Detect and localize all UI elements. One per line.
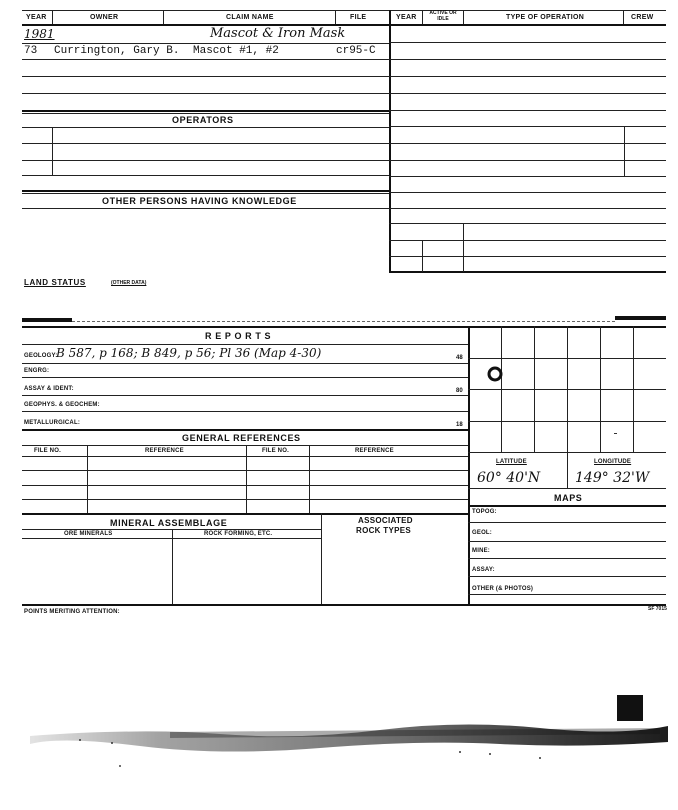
geology-value: B 587, p 168; B 849, p 56; Pl 36 (Map 4-30) <box>56 346 322 360</box>
header-year-2: YEAR <box>396 14 417 21</box>
assay-label: ASSAY & IDENT: <box>24 386 74 392</box>
scan-smudge-icon <box>20 718 670 778</box>
header-year: YEAR <box>26 14 47 21</box>
land-status-sub: (OTHER DATA) <box>111 280 147 286</box>
geophys-label: GEOPHYS. & GEOCHEM: <box>24 402 100 408</box>
maps-assay: ASSAY: <box>472 567 495 573</box>
engrg-label: ENGRG: <box>24 368 50 374</box>
other-persons-title: OTHER PERSONS HAVING KNOWLEDGE <box>102 196 297 206</box>
maps-topog: TOPOG: <box>472 509 497 515</box>
metallurgical-label: METALLURGICAL: <box>24 420 81 426</box>
points-meriting-attention-label: POINTS MERITING ATTENTION: <box>24 609 120 615</box>
margin-48: 48 <box>456 355 463 361</box>
header-owner: OWNER <box>90 14 119 21</box>
longitude-label: LONGITUDE <box>594 459 632 465</box>
ref-reference-2: REFERENCE <box>355 448 394 454</box>
general-references-title: GENERAL REFERENCES <box>182 433 301 443</box>
reports-title: R E P O R T S <box>205 331 272 341</box>
rock-forming-label: ROCK FORMING, ETC. <box>204 531 273 537</box>
header-crew: CREW <box>631 14 654 21</box>
associated-label-2: ROCK TYPES <box>356 526 412 535</box>
margin-80: 80 <box>456 388 463 394</box>
header-type-of-operation: TYPE OF OPERATION <box>506 14 585 21</box>
form-number: SF 7015 <box>648 606 667 612</box>
latitude-value: 60° 40'N <box>477 470 541 486</box>
entry-row1-year: 73 <box>24 45 38 57</box>
entry-row1-owner: Currington, Gary B. <box>54 45 180 57</box>
ref-file-no: FILE NO. <box>34 448 61 454</box>
entry-row1-claim: Mascot #1, #2 <box>193 45 279 57</box>
maps-geol: GEOL: <box>472 530 492 536</box>
longitude-value: 149° 32'W <box>575 470 650 486</box>
header-claim-name: CLAIM NAME <box>226 14 274 21</box>
ref-file-no-2: FILE NO. <box>262 448 289 454</box>
location-marker-icon <box>485 363 507 385</box>
margin-18: 18 <box>456 422 463 428</box>
associated-label-1: ASSOCIATED <box>358 516 413 525</box>
geology-label: GEOLOGY: <box>24 353 58 359</box>
entry-claim-heading: Mascot & Iron Mask <box>210 26 346 41</box>
header-active-or-idle: ACTIVE OR IDLE <box>429 10 457 22</box>
ref-reference: REFERENCE <box>145 448 184 454</box>
entry-year: 1981 <box>24 27 55 41</box>
mineral-assemblage-title: MINERAL ASSEMBLAGE <box>110 518 228 528</box>
operators-title: OPERATORS <box>172 115 234 125</box>
land-status-title: LAND STATUS <box>24 278 86 287</box>
ore-minerals-label: ORE MINERALS <box>64 531 113 537</box>
entry-row1-file: cr95-C <box>336 45 376 57</box>
latitude-label: LATITUDE <box>496 459 527 465</box>
header-file: FILE <box>350 14 367 21</box>
maps-other: OTHER (& PHOTOS) <box>472 586 534 592</box>
maps-mine: MINE: <box>472 548 490 554</box>
maps-title: MAPS <box>554 493 583 503</box>
